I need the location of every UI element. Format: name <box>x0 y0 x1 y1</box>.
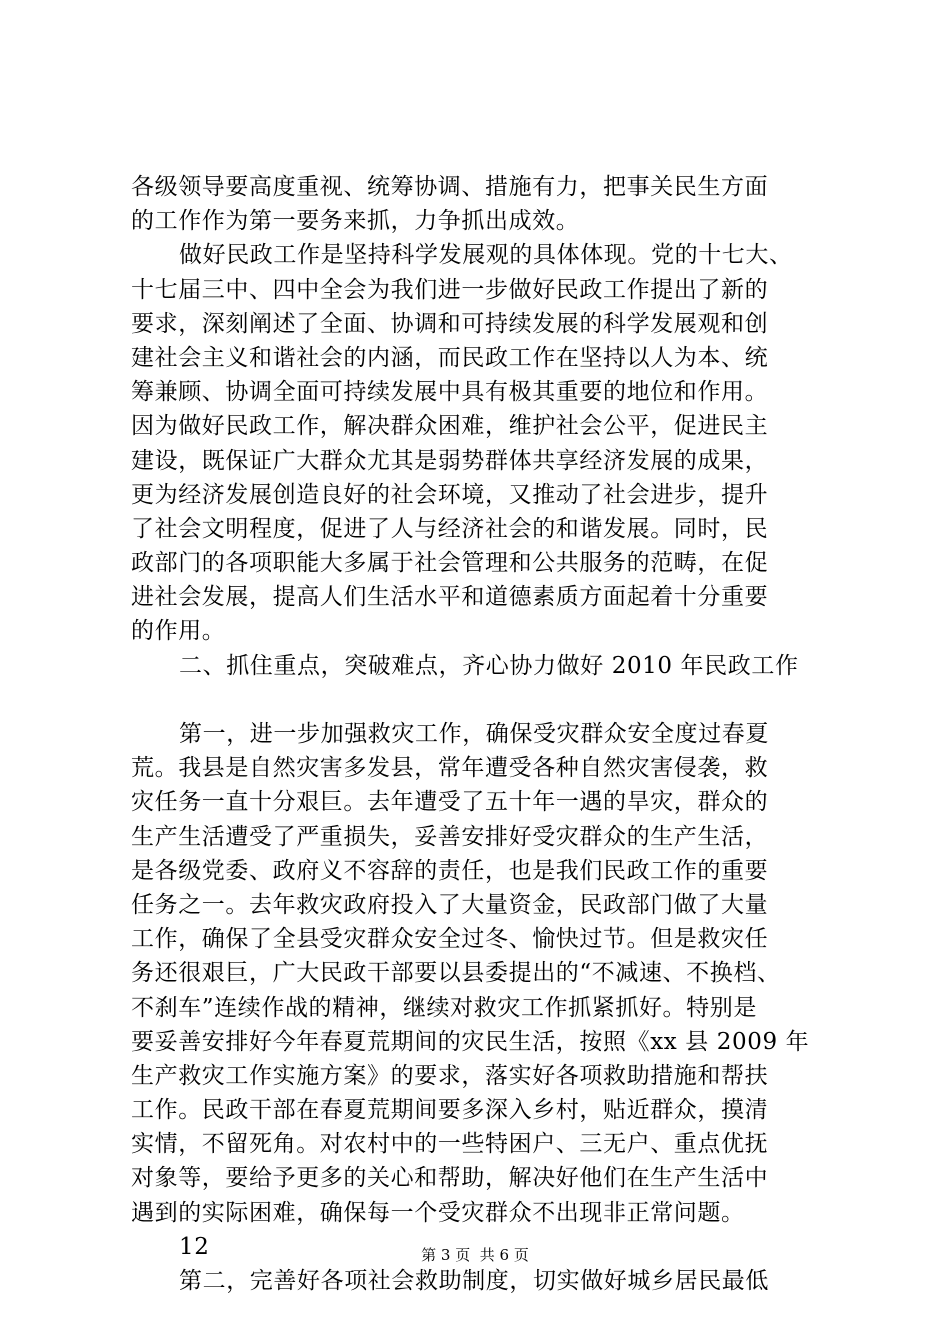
page-number-footer: 第 3 页 共 6 页 <box>421 1246 529 1264</box>
text-line: 十七届三中、四中全会为我们进一步做好民政工作提出了新的 <box>131 276 769 303</box>
blank-line <box>131 683 831 717</box>
text-line: 了社会文明程度，促进了人与经济社会的和谐发展。同时，民 <box>131 515 769 542</box>
text-line: 建设，既保证广大群众尤其是弱势群体共享经济发展的成果， <box>131 447 769 474</box>
text-line: 进社会发展，提高人们生活水平和道德素质方面起着十分重要 <box>131 584 769 611</box>
document-body <box>131 170 831 1298</box>
text-line: 的作用。 <box>131 618 226 645</box>
stray-number-line: 12 <box>179 1233 210 1260</box>
text-line: 工作。民政干部在春夏荒期间要多深入乡村，贴近群众，摸清 <box>131 1097 769 1124</box>
paragraph-start-line: 做好民政工作是坚持科学发展观的具体体现。党的十七大、 <box>179 242 793 269</box>
paragraph-start-line: 第一，进一步加强救灾工作，确保受灾群众安全度过春夏 <box>179 721 769 747</box>
text-line: 生产生活遭受了严重损失，妥善安排好受灾群众的生产生活， <box>131 823 769 850</box>
paragraph-start-line: 第二，完善好各项社会救助制度，切实做好城乡居民最低 <box>179 1268 769 1294</box>
text-line: 更为经济发展创造良好的社会环境，又推动了社会进步，提升 <box>131 481 769 508</box>
text-line: 因为做好民政工作，解决群众困难，维护社会公平，促进民主 <box>131 413 769 440</box>
text-line: 建社会主义和谐社会的内涵，而民政工作在坚持以人为本、统 <box>131 344 769 371</box>
text-line: 是各级党委、政府义不容辞的责任，也是我们民政工作的重要 <box>131 857 769 884</box>
text-line: 对象等，要给予更多的关心和帮助，解决好他们在生产生活中 <box>131 1165 769 1192</box>
text-line: 各级领导要高度重视、统筹协调、措施有力，把事关民生方面 <box>131 174 769 200</box>
text-line: 务还很艰巨，广大民政干部要以县委提出的“不减速、不换档、 <box>131 960 781 987</box>
text-line: 不刹车”连续作战的精神，继续对救灾工作抓紧抓好。特别是 <box>131 994 757 1021</box>
text-line: 要求，深刻阐述了全面、协调和可持续发展的科学发展观和创 <box>131 310 769 337</box>
text-line: 灾任务一直十分艰巨。去年遭受了五十年一遇的旱灾，群众的 <box>131 789 769 816</box>
text-line: 政部门的各项职能大多属于社会管理和公共服务的范畴，在促 <box>131 550 769 577</box>
text-line: 实情，不留死角。对农村中的一些特困户、三无户、重点优抚 <box>131 1131 769 1158</box>
section-heading: 二、抓住重点，突破难点，齐心协力做好 2010 年民政工作 <box>179 652 799 679</box>
text-line: 遇到的实际困难，确保每一个受灾群众不出现非正常问题。 <box>131 1199 745 1226</box>
text-line: 荒。我县是自然灾害多发县，常年遭受各种自然灾害侵袭，救 <box>131 755 769 782</box>
text-line: 工作，确保了全县受灾群众安全过冬、愉快过节。但是救灾任 <box>131 926 769 953</box>
text-line: 的工作作为第一要务来抓，力争抓出成效。 <box>131 208 580 235</box>
text-line: 生产救灾工作实施方案》的要求，落实好各项救助措施和帮扶 <box>131 1062 769 1089</box>
text-line: 筹兼顾、协调全面可持续发展中具有极其重要的地位和作用。 <box>131 379 769 406</box>
text-line: 任务之一。去年救灾政府投入了大量资金，民政部门做了大量 <box>131 891 769 918</box>
text-line: 要妥善安排好今年春夏荒期间的灾民生活，按照《xx 县 2009 年 <box>131 1028 810 1055</box>
